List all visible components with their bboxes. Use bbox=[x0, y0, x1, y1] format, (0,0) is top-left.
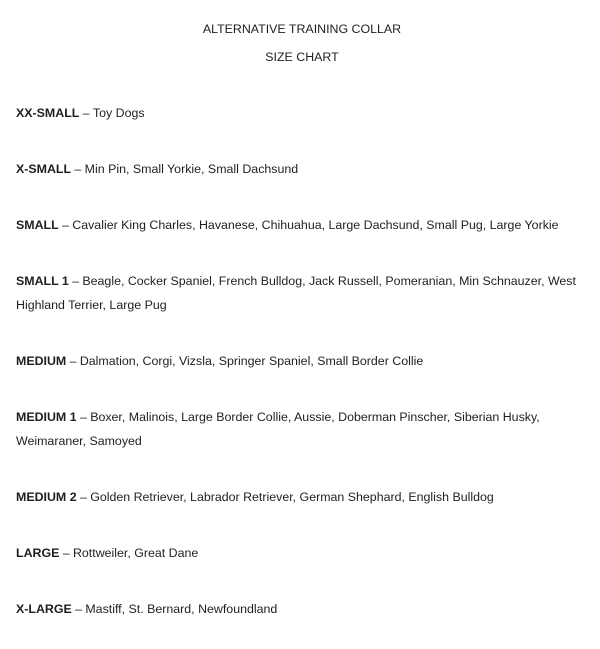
breed-list: Golden Retriever, Labrador Retriever, German Shephard, English Bulldog bbox=[90, 490, 494, 504]
size-label: X-LARGE bbox=[16, 602, 72, 616]
dash-separator: – bbox=[74, 162, 82, 176]
breed-list: Mastiff, St. Bernard, Newfoundland bbox=[85, 602, 278, 616]
size-label: SMALL bbox=[16, 218, 59, 232]
breed-list: Cavalier King Charles, Havanese, Chihuahua, Large Dachsund, Small Pug, Large Yorkie bbox=[72, 218, 559, 232]
breed-list: Dalmation, Corgi, Vizsla, Springer Spaniel, Small Border Collie bbox=[79, 354, 424, 368]
dash-separator: – bbox=[79, 490, 87, 504]
size-label: SMALL 1 bbox=[16, 274, 69, 288]
size-entry bbox=[16, 541, 588, 565]
dash-separator: – bbox=[72, 274, 80, 288]
breed-list: Rottweiler, Great Dane bbox=[72, 546, 199, 560]
size-entry bbox=[16, 349, 588, 373]
document-subtitle: SIZE CHART bbox=[265, 50, 339, 64]
document-title: ALTERNATIVE TRAINING COLLAR bbox=[202, 22, 402, 36]
breed-list: Min Pin, Small Yorkie, Small Dachsund bbox=[84, 162, 299, 176]
dash-separator: – bbox=[75, 602, 83, 616]
breed-list: Toy Dogs bbox=[92, 106, 145, 120]
size-entry bbox=[16, 157, 588, 181]
dash-separator: – bbox=[69, 354, 77, 368]
size-label: MEDIUM bbox=[16, 354, 67, 368]
size-entry bbox=[16, 485, 588, 509]
size-label: LARGE bbox=[16, 546, 60, 560]
size-entry bbox=[16, 101, 588, 125]
size-label: XX-SMALL bbox=[16, 106, 80, 120]
size-label: MEDIUM 2 bbox=[16, 490, 77, 504]
size-entry bbox=[16, 213, 588, 237]
size-label: X-SMALL bbox=[16, 162, 72, 176]
dash-separator: – bbox=[62, 218, 69, 232]
dash-separator: – bbox=[79, 410, 87, 424]
dash-separator: – bbox=[62, 546, 70, 560]
size-entry bbox=[16, 597, 588, 621]
size-entry bbox=[16, 405, 588, 453]
breed-list: Beagle, Cocker Spaniel, French Bulldog, Jack Russell, Pomeranian, Min Schnauzer, West Highland Terrier, Large Pug bbox=[16, 274, 576, 312]
dash-separator: – bbox=[82, 106, 90, 120]
size-entry bbox=[16, 269, 588, 317]
breed-list: Boxer, Malinois, Large Border Collie, Aussie, Doberman Pinscher, Siberian Husky, Weimaraner, Samoyed bbox=[16, 410, 540, 448]
size-label: MEDIUM 1 bbox=[16, 410, 77, 424]
